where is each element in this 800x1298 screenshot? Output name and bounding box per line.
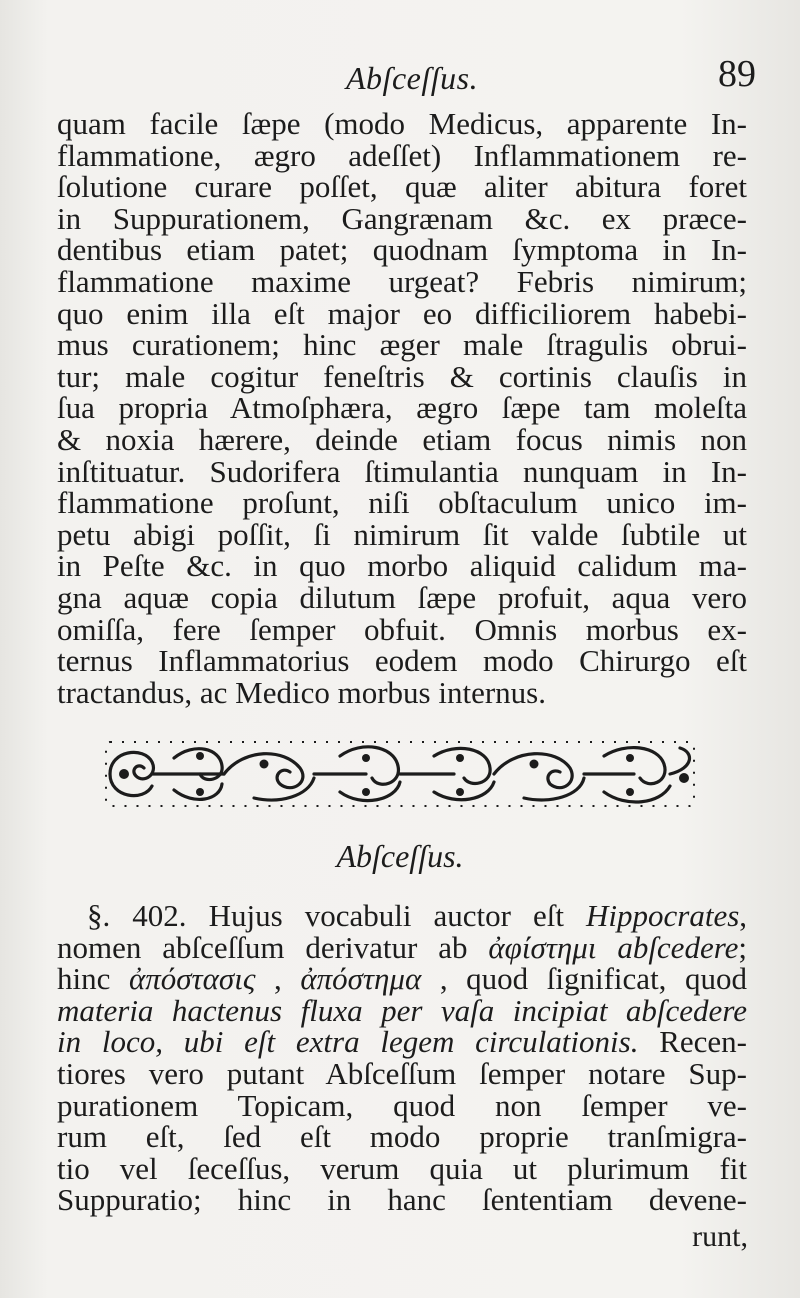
text-span: , — [739, 898, 748, 933]
text-line — [57, 1026, 747, 1058]
text-line: rum eſt, ſed eſt modo proprie tranſmigra- — [57, 1119, 747, 1155]
greek-word: ἀπόστασις — [128, 961, 256, 997]
text-line: Suppuratio; hinc in hanc ſententiam devene- — [57, 1182, 747, 1218]
text-line: flammatione proſunt, niſi obſtaculum unico im- — [57, 485, 747, 521]
text-span: , quod ſignificat, quod — [439, 961, 748, 997]
text-line: omiſſa, fere ſemper obfuit. Omnis morbus ex- — [57, 611, 747, 647]
section-402 — [57, 900, 747, 1216]
text-line: tur; male cogitur feneſtris & cortinis clauſis in — [57, 358, 747, 394]
running-head: Abſceſſus. — [346, 60, 479, 96]
text-span: Hujus vocabuli auctor eſt — [208, 898, 564, 933]
page-header — [56, 52, 756, 100]
text-line: materia hactenus fluxa per vaſa incipiat abſcedere — [57, 992, 747, 1028]
text-line: ſua propria Atmoſphæra, ægro ſæpe tam moleſta — [57, 390, 747, 426]
text-line: dentibus etiam patet; quodnam ſymptoma in In- — [57, 232, 747, 268]
section-title: Abſceſſus. — [336, 838, 464, 874]
text-line: flammatione maxime urgeat? Febris nimirum; — [57, 263, 747, 299]
italic-span: Hippocrates — [586, 898, 740, 933]
text-line: & noxia hærere, deinde etiam focus nimis non — [57, 421, 747, 457]
page-number: 89 — [718, 53, 756, 95]
text-line: quam facile ſæpe (modo Medicus, apparente In- — [57, 106, 747, 141]
text-line: mus curationem; hinc æger male ſtragulis obrui- — [57, 327, 747, 363]
text-line: ternus Inflammatorius eodem modo Chirurgo eſt — [57, 643, 747, 679]
greek-word: ἀπόστημα — [300, 961, 422, 997]
text-line: tractandus, ac Medico morbus internus. — [57, 674, 546, 710]
text-line: ſolutione curare poſſet, quæ aliter abitura foret — [57, 169, 747, 205]
text-line: flammatione, ægro adeſſet) Inflammationem re- — [57, 137, 747, 173]
text-span: , — [274, 961, 282, 997]
text-line: in Suppurationem, Gangrænam &c. ex præce- — [57, 200, 747, 236]
text-line: quo enim illa eſt major eo difficiliorem habebi- — [57, 295, 747, 331]
text-line: tiores vero putant Abſceſſum ſemper notare Sup- — [57, 1055, 747, 1091]
italic-span: abſcedere — [617, 929, 739, 965]
text-line: gna aquæ copia dilutum ſæpe profuit, aqua vero — [57, 579, 747, 615]
decorative-ornament-band — [104, 738, 696, 810]
greek-word: ἀφίστημι — [488, 929, 597, 965]
text-line: purationem Topicam, quod non ſemper ve- — [57, 1087, 747, 1123]
text-line: petu abigi poſſit, ſi nimirum ſit valde ſubtile ut — [57, 516, 747, 552]
text-line — [57, 963, 747, 995]
text-line: in Peſte &c. in quo morbo aliquid calidum ma- — [57, 548, 747, 584]
section-number: §. 402. — [87, 898, 187, 933]
text-line — [57, 900, 747, 932]
text-line — [57, 929, 748, 965]
text-span: hinc — [57, 961, 111, 997]
text-line: inſtituatur. Sudorifera ſtimulantia nunquam in In- — [57, 453, 747, 489]
paragraph-continuation — [57, 108, 747, 708]
text-span: nomen abſceſſum derivatur ab — [57, 929, 468, 965]
text-span: Recen- — [659, 1024, 747, 1060]
text-line: tio vel ſeceſſus, verum quia ut plurimum fit — [57, 1150, 747, 1186]
text-span: ; — [738, 929, 748, 965]
italic-span: in loco, ubi eſt extra legem circulationis. — [57, 1024, 639, 1060]
catchword: runt, — [692, 1220, 748, 1253]
